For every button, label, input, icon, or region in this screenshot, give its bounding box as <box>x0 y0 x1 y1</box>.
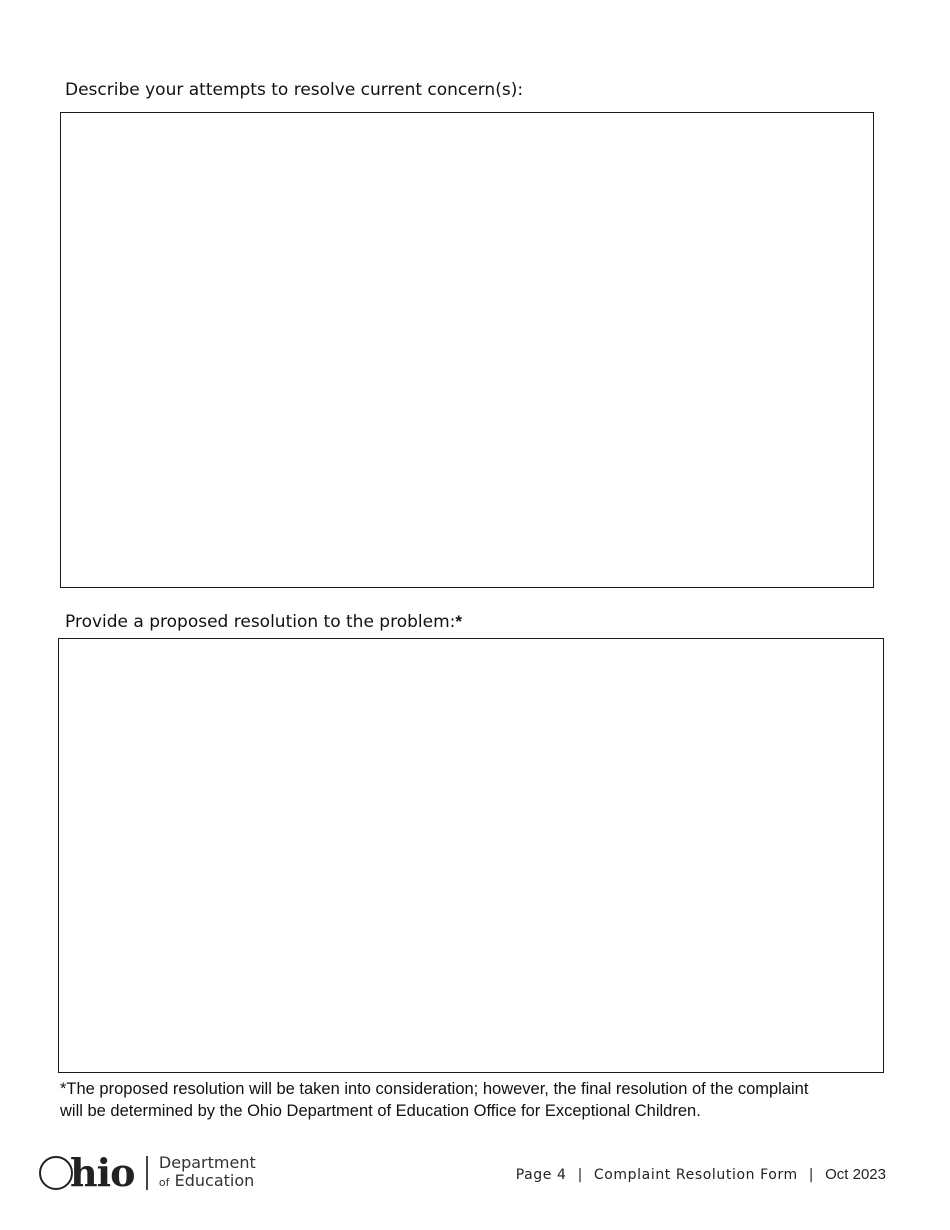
resolution-footnote <box>60 1078 890 1122</box>
footnote-line-1: *The proposed resolution will be taken into consideration; however, the final resolution of the complaint <box>60 1080 809 1098</box>
page-footer <box>516 1166 886 1183</box>
attempts-textarea[interactable] <box>60 112 874 588</box>
footer-separator: | <box>577 1167 583 1183</box>
ohio-wordmark: hio <box>70 1150 135 1195</box>
required-marker: * <box>455 612 463 631</box>
footer-separator: | <box>808 1167 815 1183</box>
resolution-textarea[interactable] <box>58 638 884 1073</box>
ohio-o-icon <box>38 1155 74 1191</box>
education-line <box>159 1172 256 1192</box>
education-word: Education <box>174 1171 255 1190</box>
resolution-label <box>65 612 462 632</box>
logo-divider <box>146 1156 148 1190</box>
attempts-label-text: Describe your attempts to resolve current concern(s): <box>65 80 524 100</box>
department-line: Department <box>158 1153 256 1172</box>
department-name <box>159 1154 256 1192</box>
footnote-line-2: will be determined by the Ohio Department of Education Office for Exceptional Children. <box>60 1102 701 1120</box>
of-word: of <box>158 1176 170 1189</box>
form-name: Complaint Resolution Form <box>593 1167 798 1183</box>
form-date: Oct 2023 <box>825 1166 886 1183</box>
page-number: Page 4 <box>515 1167 567 1183</box>
attempts-label <box>65 80 523 100</box>
ohio-department-of-education-logo <box>38 1152 256 1194</box>
resolution-label-text: Provide a proposed resolution to the problem: <box>65 612 456 632</box>
